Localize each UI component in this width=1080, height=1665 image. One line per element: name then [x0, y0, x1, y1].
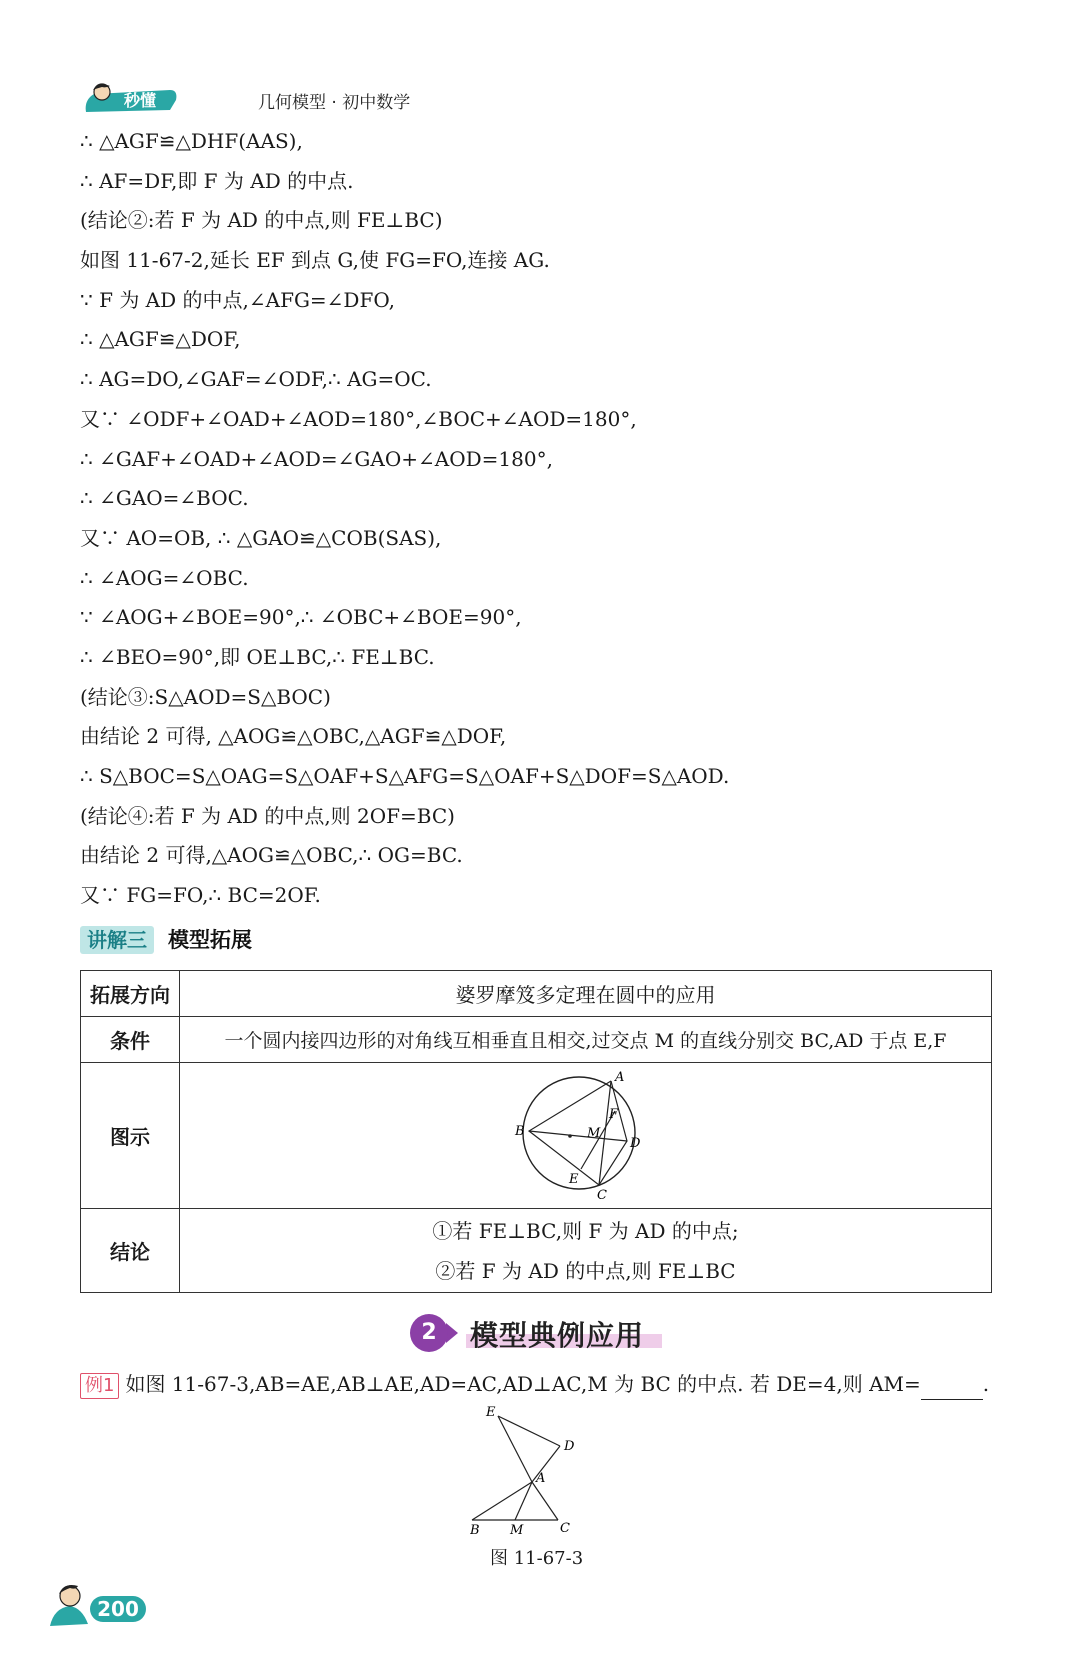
table-row [81, 1209, 992, 1293]
proof-text [80, 122, 1000, 916]
row-label: 图示 [81, 1063, 180, 1209]
logo-text: 秒懂 [124, 91, 157, 110]
point-label-c: C [560, 1521, 570, 1536]
point-label-b: B [514, 1123, 525, 1139]
conclusion-1: ①若 FE⊥BC,则 F 为 AD 的中点; [432, 1218, 739, 1243]
proof-line: ∴ △AGF≌△DOF, [80, 327, 241, 352]
example-text: 如图 11-67-3,AB=AE,AB⊥AE,AD=AC,AD⊥AC,M 为 BC 的中点. 若 DE=4,则 AM= [125, 1372, 921, 1396]
point-label-a: A [614, 1070, 624, 1085]
logo-icon [80, 82, 180, 114]
proof-line: (结论②:若 F 为 AD 的中点,则 FE⊥BC) [80, 208, 443, 233]
point-label-d: D [629, 1135, 640, 1151]
page-header [80, 78, 480, 118]
example-end: . [982, 1372, 990, 1396]
row-figure [180, 1063, 992, 1209]
row-label: 条件 [81, 1017, 180, 1063]
proof-line: (结论③:S△AOD=S△BOC) [80, 684, 331, 709]
proof-line: ∴ AG=DO,∠GAF=∠ODF,∴ AG=OC. [80, 367, 432, 392]
example-tag: 例1 [80, 1373, 119, 1399]
cyclic-quadrilateral-figure [511, 1071, 661, 1201]
row-value [180, 1209, 992, 1293]
section-heading-model-extension [80, 924, 480, 960]
row-value: 婆罗摩笈多定理在圆中的应用 [180, 971, 992, 1017]
header-title: 几何模型 · 初中数学 [258, 93, 411, 113]
proof-line: 又∵ FG=FO,∴ BC=2OF. [80, 883, 321, 908]
page-number: 200 [90, 1596, 146, 1622]
section-title: 模型拓展 [168, 928, 252, 952]
point-label-e: E [568, 1171, 578, 1187]
proof-line: ∵ ∠AOG+∠BOE=90°,∴ ∠OBC+∠BOE=90°, [80, 605, 522, 630]
proof-line: 又∵ AO=OB, ∴ △GAO≌△COB(SAS), [80, 525, 442, 550]
point-label-m: M [510, 1523, 524, 1536]
proof-line: 由结论 2 可得,△AOG≌△OBC,∴ OG=BC. [80, 843, 463, 868]
proof-line: 又∵ ∠ODF+∠OAD+∠AOD=180°,∠BOC+∠AOD=180°, [80, 406, 637, 431]
row-label: 拓展方向 [81, 971, 180, 1017]
example-1 [80, 1368, 989, 1400]
proof-line: ∴ ∠GAF+∠OAD+∠AOD=∠GAO+∠AOD=180°, [80, 446, 553, 471]
figure-caption: 图 11-67-3 [490, 1548, 584, 1569]
section-tag: 讲解三 [80, 926, 154, 954]
proof-line: 由结论 2 可得, △AOG≌△OBC,△AGF≌△DOF, [80, 724, 507, 749]
proof-line: ∵ F 为 AD 的中点,∠AFG=∠DFO, [80, 287, 395, 312]
point-label-d: D [564, 1439, 575, 1454]
extension-table [80, 970, 992, 1293]
section-title: 模型典例应用 [470, 1319, 645, 1352]
point-label-e: E [486, 1406, 496, 1420]
point-label-c: C [596, 1187, 607, 1201]
point-label-b: B [470, 1523, 480, 1536]
row-label: 结论 [81, 1209, 180, 1293]
proof-line: ∴ AF=DF,即 F 为 AD 的中点. [80, 168, 354, 193]
point-label-a: A [536, 1471, 546, 1486]
table-row [81, 1017, 992, 1063]
proof-line: ∴ ∠BEO=90°,即 OE⊥BC,∴ FE⊥BC. [80, 644, 435, 669]
section-heading-typical-examples [410, 1312, 670, 1356]
section-number-badge: 2 [410, 1314, 448, 1352]
point-label-m: M [586, 1125, 600, 1141]
proof-line: ∴ S△BOC=S△OAG=S△OAF+S△AFG=S△OAF+S△DOF=S△AOD. [80, 764, 730, 788]
point-label-f: F [608, 1106, 618, 1122]
proof-line: ∴ △AGF≌△DHF(AAS), [80, 129, 303, 153]
table-row [81, 971, 992, 1017]
proof-line: ∴ ∠AOG=∠OBC. [80, 565, 249, 590]
page-footer [48, 1578, 148, 1628]
row-value: 一个圆内接四边形的对角线互相垂直且相交,过交点 M 的直线分别交 BC,AD 于点 E,F [180, 1017, 992, 1063]
conclusion-2: ②若 F 为 AD 的中点,则 FE⊥BC [435, 1258, 736, 1283]
figure-11-67-3 [470, 1406, 620, 1536]
answer-blank[interactable] [921, 1379, 983, 1400]
proof-line: (结论④:若 F 为 AD 的中点,则 2OF=BC) [80, 803, 455, 828]
proof-line: 如图 11-67-2,延长 EF 到点 G,使 FG=FO,连接 AG. [80, 248, 550, 273]
proof-line: ∴ ∠GAO=∠BOC. [80, 486, 249, 511]
table-row [81, 1063, 992, 1209]
